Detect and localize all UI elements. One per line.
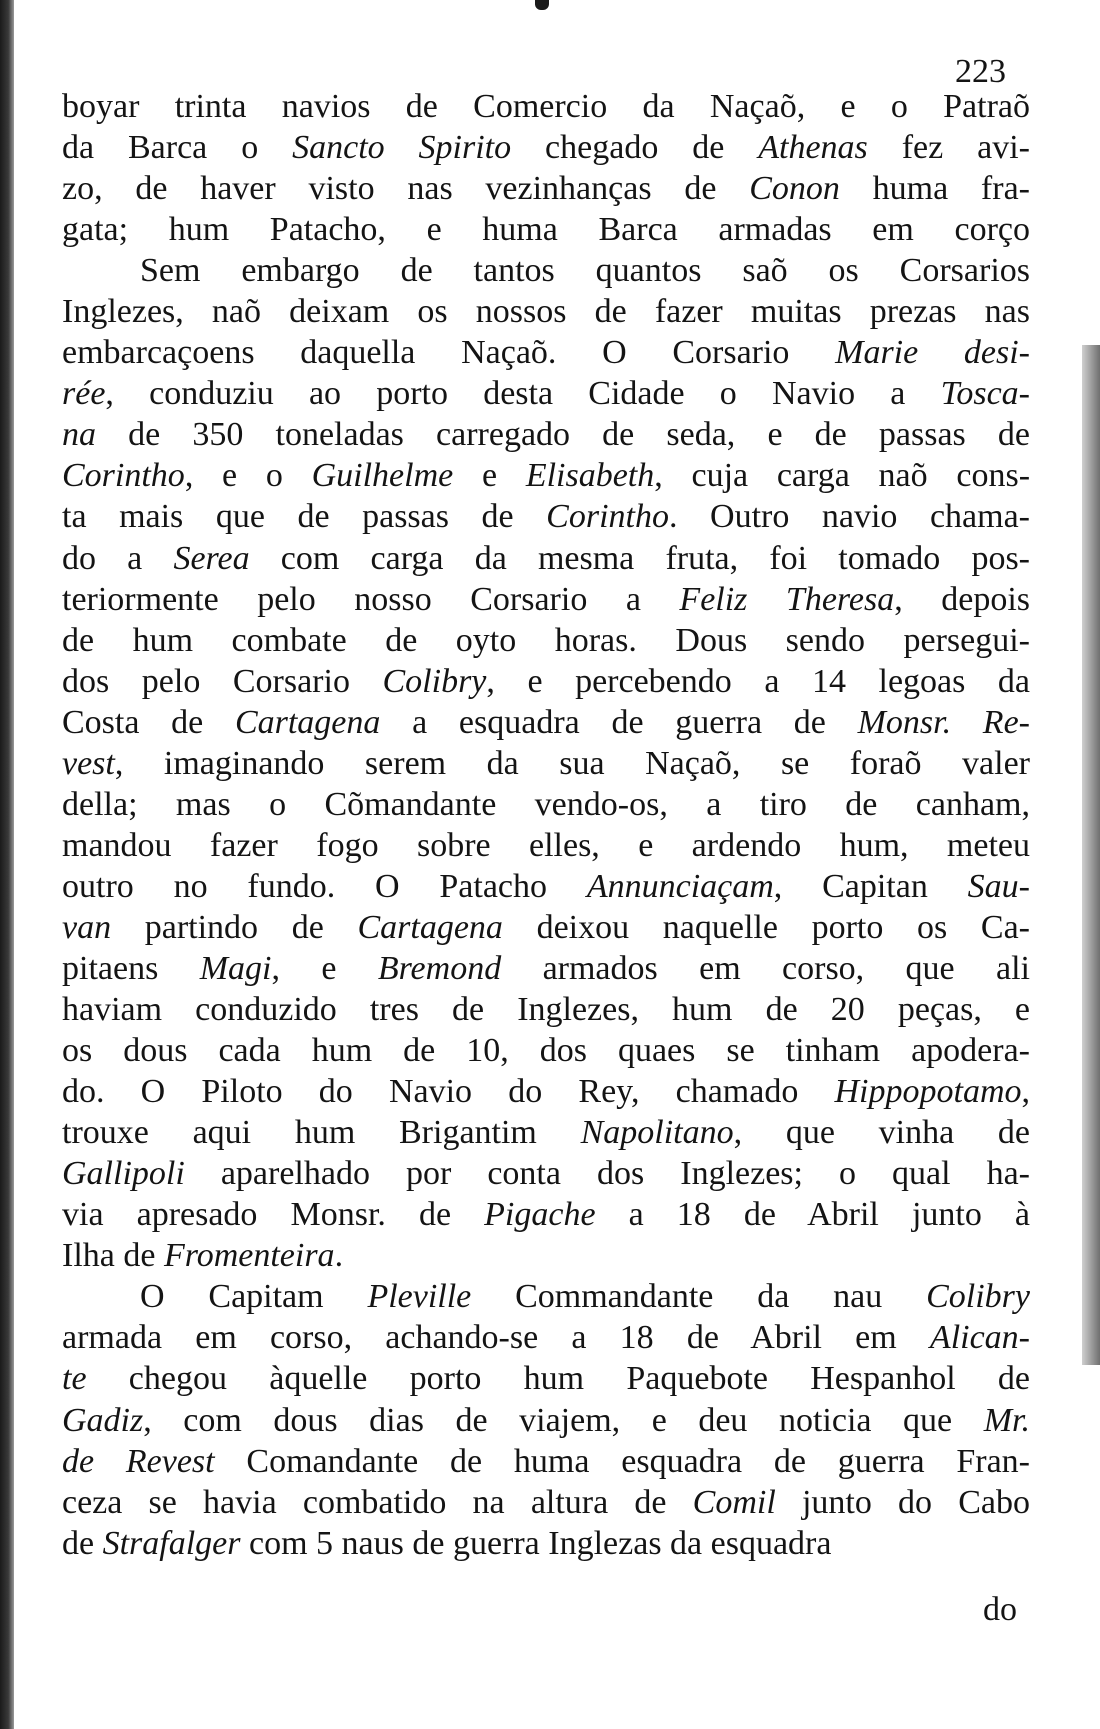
text-line: de hum combate de oyto horas. Dous sendo persegui- (62, 621, 1030, 659)
text-line: Corintho, e o Guilhelme e Elisabeth, cuja carga naõ cons- (62, 457, 1031, 495)
top-ink-mark (535, 0, 549, 10)
text-line: dos pelo Corsario Colibry, e percebendo a 14 legoas da (62, 662, 1030, 700)
text-line: van partindo de Cartagena deixou naquelle porto os Ca- (62, 908, 1030, 946)
text-line: Gallipoli aparelhado por conta dos Inglezes; o qual ha- (62, 1155, 1030, 1193)
text-line: os dous cada hum de 10, dos quaes se tinham apodera- (62, 1032, 1030, 1070)
body-text (62, 86, 1030, 1564)
page-edge-shadow (1082, 345, 1100, 1365)
text-line: de Revest Comandante de huma esquadra de guerra Fran- (62, 1442, 1031, 1480)
text-line: ceza se havia combatido na altura de Comil junto do Cabo (62, 1483, 1030, 1521)
text-line: na de 350 toneladas carregado de seda, e de passas de (62, 416, 1030, 454)
text-line: mandou fazer fogo sobre elles, e ardendo hum, meteu (62, 826, 1030, 864)
text-line: della; mas o Cõmandante vendo-os, a tiro de canham, (62, 785, 1030, 823)
text-line: ta mais que de passas de Corintho. Outro navio chama- (62, 498, 1030, 536)
text-line: teriormente pelo nosso Corsario a Feliz Theresa, depois (62, 580, 1030, 618)
text-line: te chegou àquelle porto hum Paquebote Hespanhol de (62, 1360, 1030, 1398)
text-line: Ilha de Fromenteira. (62, 1237, 344, 1275)
text-line: pitaens Magi, e Bremond armados em corso, que ali (62, 949, 1031, 987)
text-line: de Strafalger com 5 naus de guerra Inglezas da esquadra (62, 1524, 832, 1562)
text-line: via apresado Monsr. de Pigache a 18 de Abril junto à (62, 1196, 1030, 1234)
text-line: zo, de haver visto nas vezinhanças de Conon huma fra- (62, 170, 1030, 208)
text-line: Inglezes, naõ deixam os nossos de fazer muitas prezas nas (62, 293, 1030, 331)
catchword: do (983, 1591, 1017, 1628)
text-line: Costa de Cartagena a esquadra de guerra de Monsr. Re- (62, 703, 1030, 741)
text-line: da Barca o Sancto Spirito chegado de Athenas fez avi- (62, 129, 1030, 167)
text-line: do. O Piloto do Navio do Rey, chamado Hippopotamo, (62, 1073, 1030, 1111)
text-line: embarcaçoens daquella Naçaõ. O Corsario Marie desi- (62, 334, 1030, 372)
text-line: trouxe aqui hum Brigantim Napolitano, que vinha de (62, 1114, 1030, 1152)
text-line: vest, imaginando serem da sua Naçaõ, se foraõ valer (62, 744, 1030, 782)
text-line: boyar trinta navios de Comercio da Naçaõ, e o Patraõ (62, 88, 1030, 125)
text-line: Gadiz, com dous dias de viajem, e deu noticia que Mr. (62, 1401, 1030, 1439)
page-number: 223 (955, 53, 1006, 90)
text-line: haviam conduzido tres de Inglezes, hum de 20 peças, e (62, 991, 1030, 1029)
text-line: armada em corso, achando-se a 18 de Abril em Alican- (62, 1319, 1030, 1357)
text-line: Sem embargo de tantos quantos saõ os Corsarios (140, 252, 1030, 290)
book-spine-shadow (0, 0, 14, 1729)
text-line: O Capitam Pleville Commandante da nau Colibry (140, 1278, 1030, 1316)
text-line: do a Serea com carga da mesma fruta, foi tomado pos- (62, 539, 1031, 577)
text-line: gata; hum Patacho, e huma Barca armadas em corço (62, 211, 1030, 249)
text-line: rée, conduziu ao porto desta Cidade o Navio a Tosca- (62, 375, 1030, 413)
text-line: outro no fundo. O Patacho Annunciaçam, Capitan Sau- (62, 867, 1030, 905)
